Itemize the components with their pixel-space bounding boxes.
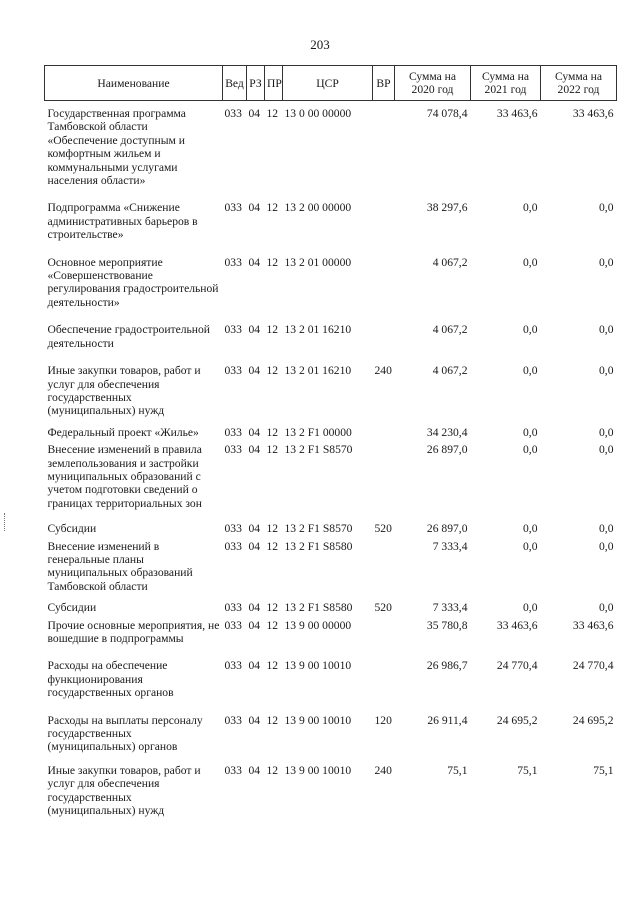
row-name: Иные закупки товаров, работ и услуг для обеспечения государственных (муниципальных) нужд (47, 763, 201, 818)
row-csr: 13 2 00 00000 (284, 201, 352, 215)
row-ved: 033 (224, 659, 242, 673)
row-vr: 520 (374, 522, 392, 536)
row-csr: 13 2 F1 S8570 (284, 443, 353, 457)
row-ved: 033 (224, 443, 242, 457)
row-rz: 04 (248, 539, 261, 553)
row-sum-2022: 24 695,2 (572, 713, 614, 727)
row-pr: 12 (266, 713, 279, 727)
row-sum-2022: 0,0 (599, 323, 614, 337)
row-vr (373, 242, 395, 310)
page-number: 203 (310, 37, 330, 52)
row-sum-2020: 26 911,4 (427, 713, 468, 727)
row-rz: 04 (248, 323, 261, 337)
row-sum-2021: 0,0 (523, 601, 538, 615)
row-rz: 04 (248, 443, 261, 457)
row-sum-2021: 33 463,6 (496, 107, 538, 120)
row-rz: 04 (248, 201, 261, 215)
row-csr: 13 9 00 10010 (284, 763, 352, 777)
row-csr: 13 9 00 10010 (284, 659, 352, 673)
row-sum-2021: 0,0 (523, 443, 538, 457)
row-pr: 12 (266, 443, 279, 457)
row-sum-2022: 24 770,4 (572, 659, 614, 673)
row-sum-2020: 7 333,4 (432, 539, 468, 553)
row-vr (373, 187, 395, 241)
row-csr: 13 2 01 16210 (284, 364, 352, 378)
header-vr: ВР (373, 66, 395, 101)
row-csr: 13 2 F1 S8580 (284, 539, 353, 553)
row-sum-2020: 26 897,0 (426, 443, 468, 457)
row-sum-2020: 75,1 (447, 763, 468, 777)
table-row (45, 242, 617, 310)
row-rz: 04 (248, 713, 261, 727)
row-sum-2021: 0,0 (523, 201, 538, 215)
row-sum-2022: 0,0 (599, 539, 614, 553)
header-rz: РЗ (247, 66, 265, 101)
table-row (45, 645, 617, 699)
row-name: Федеральный проект «Жилье» (47, 425, 199, 439)
row-vr: 520 (374, 601, 392, 615)
row-sum-2021: 24 695,2 (496, 713, 538, 727)
row-vr: 240 (374, 763, 392, 777)
row-name: Расходы на выплаты персоналу государственных (муниципальных) органов (47, 713, 203, 754)
row-name: Основное мероприятие «Совершенствование регулирования градостроительной деятельности» (47, 255, 219, 309)
row-csr: 13 9 00 00000 (284, 618, 352, 632)
table-row (45, 101, 617, 188)
row-sum-2021: 24 770,4 (496, 659, 538, 673)
row-pr: 12 (266, 618, 279, 632)
row-ved: 033 (224, 323, 242, 337)
header-pr: ПР (265, 66, 283, 101)
row-csr: 13 2 F1 S8570 (284, 522, 353, 536)
row-sum-2021: 0,0 (523, 323, 538, 337)
row-rz: 04 (248, 601, 261, 615)
row-vr (373, 615, 395, 646)
row-vr (373, 418, 395, 439)
row-pr: 12 (266, 425, 279, 439)
row-rz: 04 (248, 659, 261, 673)
table-row (45, 510, 617, 535)
row-pr: 12 (266, 255, 279, 269)
row-sum-2022: 0,0 (599, 255, 614, 269)
row-pr: 12 (266, 364, 279, 378)
table-row (45, 700, 617, 754)
header-name: Наименование (45, 66, 223, 101)
row-sum-2021: 0,0 (523, 255, 538, 269)
budget-table (44, 65, 617, 817)
row-name: Субсидии (47, 601, 97, 615)
row-name: Подпрограмма «Снижение административных барьеров в строительстве» (47, 201, 198, 242)
table-header-row (45, 66, 617, 101)
row-name: Обеспечение градостроительной деятельности (47, 323, 211, 350)
row-rz: 04 (248, 763, 261, 777)
row-name: Внесение изменений в правила землепользования и застройки муниципальных образований с учетом подготовки сведений о границах территориальных зон (47, 443, 202, 510)
row-pr: 12 (266, 539, 279, 553)
row-csr: 13 9 00 10010 (284, 713, 352, 727)
table-body (45, 101, 617, 818)
row-vr (373, 439, 395, 510)
row-rz: 04 (248, 522, 261, 536)
row-ved: 033 (224, 618, 242, 632)
table-row (45, 309, 617, 350)
row-ved: 033 (224, 539, 242, 553)
row-sum-2021: 0,0 (523, 364, 538, 378)
row-pr: 12 (266, 601, 279, 615)
row-sum-2022: 0,0 (599, 425, 614, 439)
row-vr: 240 (374, 364, 392, 378)
row-sum-2022: 0,0 (599, 522, 614, 536)
row-rz: 04 (248, 364, 261, 378)
row-vr: 120 (374, 713, 392, 727)
row-sum-2020: 4 067,2 (432, 255, 468, 269)
row-sum-2020: 26 897,0 (426, 522, 468, 536)
row-name: Расходы на обеспечение функционирования государственных органов (47, 659, 174, 700)
row-rz: 04 (248, 618, 261, 632)
row-rz: 04 (248, 425, 261, 439)
row-sum-2020: 35 780,8 (426, 618, 468, 632)
table-row (45, 187, 617, 241)
row-vr (373, 536, 395, 594)
row-name: Внесение изменений в генеральные планы муниципальных образований Тамбовской области (47, 539, 193, 593)
row-ved: 033 (224, 201, 242, 215)
row-ved: 033 (224, 601, 242, 615)
margin-mark (4, 513, 7, 531)
row-name: Иные закупки товаров, работ и услуг для обеспечения государственных (муниципальных) нужд (47, 364, 201, 418)
row-vr (373, 645, 395, 699)
row-ved: 033 (224, 522, 242, 536)
row-pr: 12 (266, 522, 279, 536)
row-ved: 033 (224, 255, 242, 269)
row-sum-2020: 7 333,4 (432, 601, 468, 615)
row-csr: 13 2 01 16210 (284, 323, 352, 337)
header-sum-2022: Сумма на 2022 год (541, 66, 617, 101)
row-sum-2020: 26 986,7 (426, 659, 468, 673)
row-rz: 04 (248, 107, 261, 120)
row-pr: 12 (266, 659, 279, 673)
row-name: Прочие основные мероприятия, не вошедшие в подпрограммы (47, 618, 220, 645)
row-sum-2020: 4 067,2 (432, 323, 468, 337)
row-sum-2022: 0,0 (599, 443, 614, 457)
row-sum-2022: 33 463,6 (572, 618, 614, 632)
row-sum-2021: 0,0 (523, 539, 538, 553)
row-sum-2022: 75,1 (593, 763, 614, 777)
row-ved: 033 (224, 107, 242, 120)
table-row (45, 615, 617, 646)
row-ved: 033 (224, 425, 242, 439)
header-sum-2020: Сумма на 2020 год (395, 66, 471, 101)
row-sum-2021: 0,0 (523, 425, 538, 439)
table-row (45, 754, 617, 818)
row-pr: 12 (266, 763, 279, 777)
row-ved: 033 (224, 713, 242, 727)
row-csr: 13 2 01 00000 (284, 255, 352, 269)
table-row (45, 350, 617, 418)
row-sum-2022: 0,0 (599, 364, 614, 378)
row-pr: 12 (266, 323, 279, 337)
row-sum-2020: 34 230,4 (426, 425, 468, 439)
row-csr: 13 2 F1 00000 (284, 425, 352, 439)
row-ved: 033 (224, 364, 242, 378)
table-row (45, 593, 617, 614)
row-csr: 13 0 00 00000 (284, 107, 352, 120)
row-sum-2020: 38 297,6 (426, 201, 468, 215)
row-pr: 12 (266, 201, 279, 215)
row-vr (373, 101, 395, 188)
row-name: Субсидии (47, 522, 97, 536)
row-csr: 13 2 F1 S8580 (284, 601, 353, 615)
header-sum-2021: Сумма на 2021 год (471, 66, 541, 101)
table-row (45, 439, 617, 510)
row-sum-2021: 75,1 (517, 763, 538, 777)
header-csr: ЦСР (283, 66, 373, 101)
header-ved: Вед (223, 66, 247, 101)
table-row (45, 536, 617, 594)
table-row (45, 418, 617, 439)
row-sum-2020: 4 067,2 (432, 364, 468, 378)
row-sum-2020: 74 078,4 (426, 107, 468, 120)
row-sum-2021: 33 463,6 (496, 618, 538, 632)
row-sum-2021: 0,0 (523, 522, 538, 536)
row-sum-2022: 0,0 (599, 601, 614, 615)
row-rz: 04 (248, 255, 261, 269)
row-vr (373, 309, 395, 350)
row-ved: 033 (224, 763, 242, 777)
row-name: Государственная программа Тамбовской области «Обеспечение доступным и комфортным жильем и коммунальными услугами населения области» (47, 107, 186, 188)
row-pr: 12 (266, 107, 279, 120)
row-sum-2022: 0,0 (599, 201, 614, 215)
row-sum-2022: 33 463,6 (572, 107, 614, 120)
